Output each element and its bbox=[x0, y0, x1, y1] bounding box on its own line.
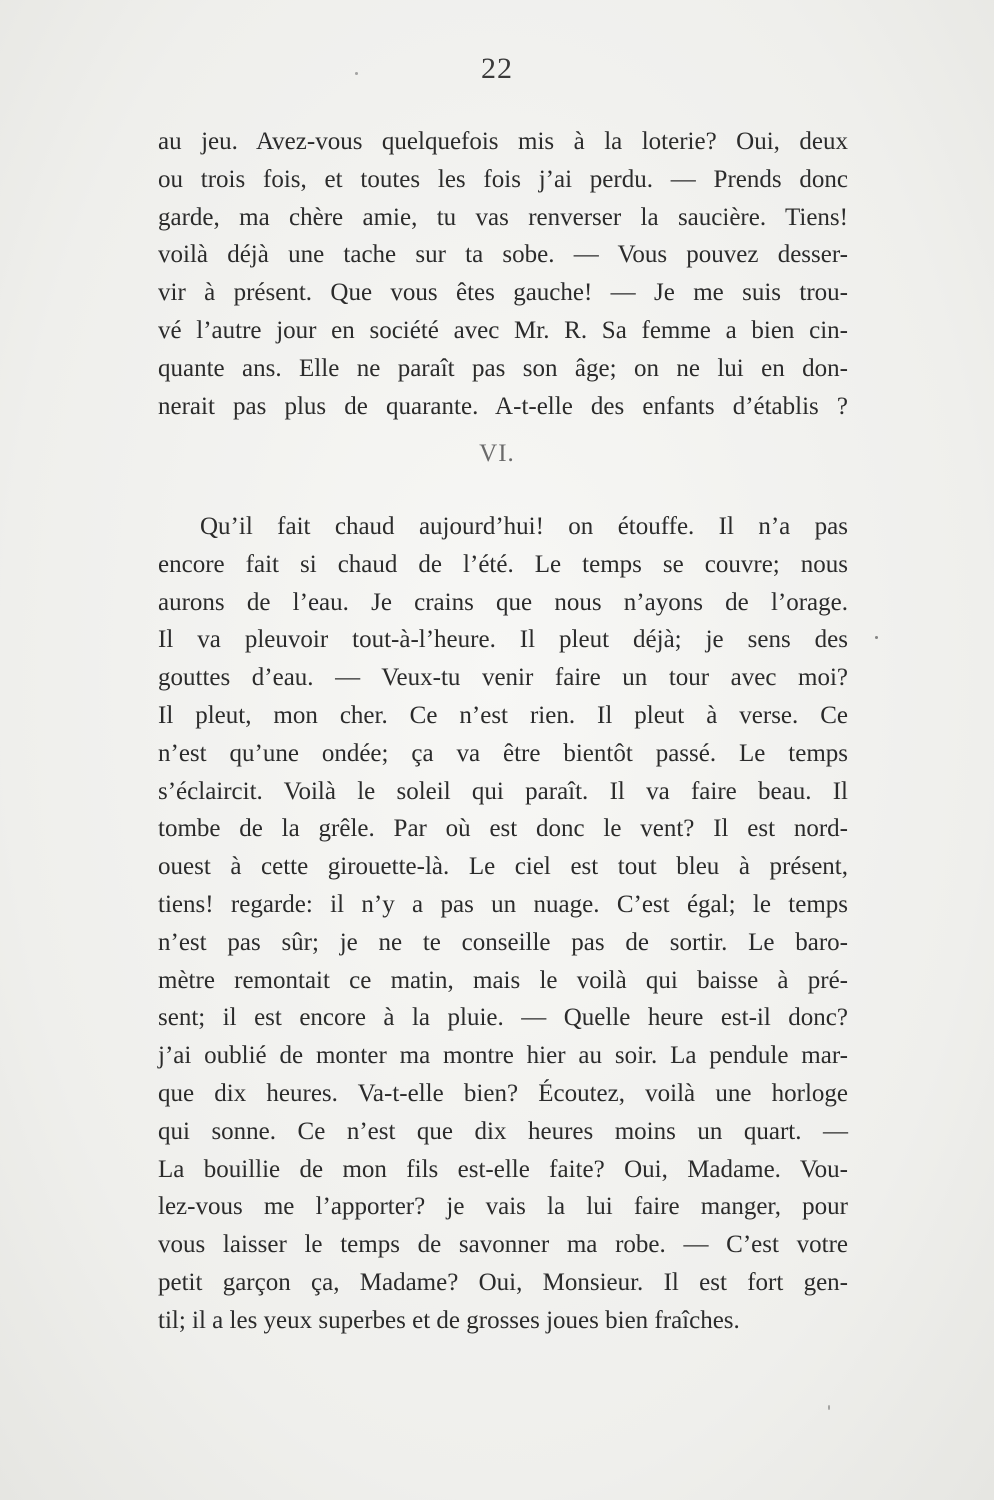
page-number: 22 bbox=[481, 52, 513, 85]
paragraph-section-vi bbox=[158, 508, 848, 1340]
text-line: mètre remontait ce matin, mais le voilà qui baisse à pré- bbox=[158, 966, 848, 994]
text-line: Il pleut, mon cher. Ce n’est rien. Il pleut à verse. Ce bbox=[158, 701, 848, 729]
text-line: tiens! regarde: il n’y a pas un nuage. C’est égal; le temps bbox=[158, 890, 848, 918]
text-line: n’est pas sûr; je ne te conseille pas de sortir. Le baro- bbox=[158, 928, 848, 956]
section-heading: VI. bbox=[479, 440, 515, 467]
text-line: garde, ma chère amie, tu vas renverser la saucière. Tiens! bbox=[158, 203, 848, 231]
text-line: qui sonne. Ce n’est que dix heures moins un quart. — bbox=[158, 1117, 848, 1145]
text-line: Il va pleuvoir tout-à-l’heure. Il pleut déjà; je sens des bbox=[158, 626, 848, 654]
text-line: aurons de l’eau. Je crains que nous n’ayons de l’orage. bbox=[158, 588, 848, 616]
text-line: au jeu. Avez-vous quelquefois mis à la loterie? Oui, deux bbox=[158, 128, 848, 155]
text-line: Qu’il fait chaud aujourd’hui! on étouffe. Il n’a pas bbox=[200, 513, 848, 540]
text-line: encore fait si chaud de l’été. Le temps se couvre; nous bbox=[158, 550, 848, 578]
text-line: vir à présent. Que vous êtes gauche! — Je me suis trou- bbox=[158, 279, 848, 307]
text-line: s’éclaircit. Voilà le soleil qui paraît. Il va faire beau. Il bbox=[158, 777, 848, 805]
text-line: petit garçon ça, Madame? Oui, Monsieur. Il est fort gen- bbox=[158, 1268, 848, 1296]
text-line: til; il a les yeux superbes et de grosses joues bien fraîches. bbox=[158, 1306, 740, 1334]
text-line: quante ans. Elle ne paraît pas son âge; on ne lui en don- bbox=[158, 354, 848, 382]
text-line: tombe de la grêle. Par où est donc le vent? Il est nord- bbox=[158, 815, 848, 843]
text-line: sent; il est encore à la pluie. — Quelle heure est-il donc? bbox=[158, 1004, 848, 1032]
text-line: gouttes d’eau. — Veux-tu venir faire un tour avec moi? bbox=[158, 664, 848, 692]
text-line: ou trois fois, et toutes les fois j’ai perdu. — Prends donc bbox=[158, 165, 848, 193]
text-line: voilà déjà une tache sur ta sobe. — Vous pouvez desser- bbox=[158, 241, 848, 269]
text-line: j’ai oublié de monter ma montre hier au soir. La pendule mar- bbox=[158, 1042, 848, 1070]
paper-speck bbox=[875, 636, 878, 639]
text-line: vé l’autre jour en société avec Mr. R. Sa femme a bien cin- bbox=[158, 316, 848, 344]
paragraph-continuation bbox=[158, 123, 848, 425]
text-line: ouest à cette girouette-là. Le ciel est tout bleu à présent, bbox=[158, 853, 848, 881]
text-line: vous laisser le temps de savonner ma robe. — C’est votre bbox=[158, 1231, 848, 1259]
paper-speck bbox=[355, 72, 358, 75]
paper-speck bbox=[828, 1405, 830, 1410]
text-line: n’est qu’une ondée; ça va être bientôt passé. Le temps bbox=[158, 739, 848, 767]
text-line: lez-vous me l’apporter? je vais la lui faire manger, pour bbox=[158, 1193, 848, 1221]
text-line: que dix heures. Va-t-elle bien? Écoutez, voilà une horloge bbox=[158, 1079, 848, 1107]
text-line: nerait pas plus de quarante. A-t-elle des enfants d’établis ? bbox=[158, 392, 848, 420]
text-line: La bouillie de mon fils est-elle faite? Oui, Madame. Vou- bbox=[158, 1155, 848, 1183]
